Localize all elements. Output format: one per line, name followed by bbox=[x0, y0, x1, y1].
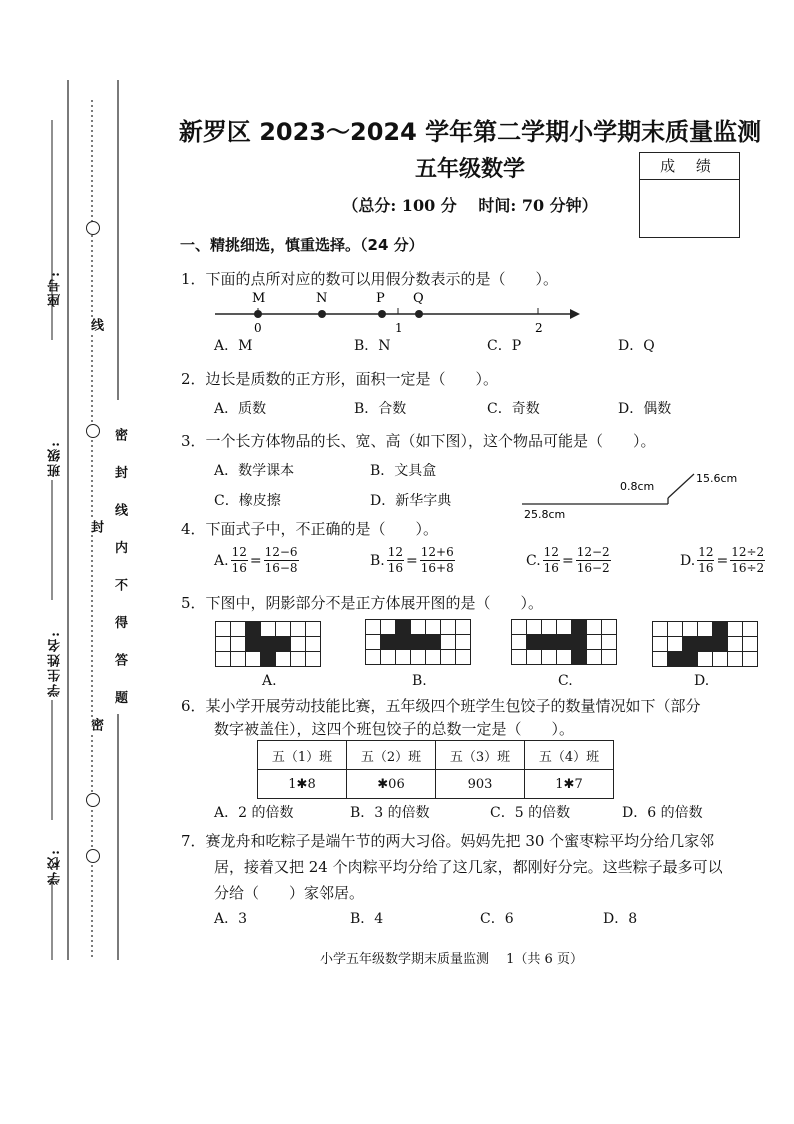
dim-length: 25.8cm bbox=[524, 508, 566, 521]
point-n: N bbox=[316, 291, 328, 306]
q1-option-a[interactable]: A．M bbox=[214, 338, 253, 354]
q6-option-c[interactable]: C．5 的倍数 bbox=[490, 805, 571, 821]
q5-label-c: C. bbox=[558, 673, 573, 689]
q4-option-a[interactable]: A. $\frac{12}{16}$ = $\frac{12-6}{16-8}$ bbox=[214, 545, 298, 575]
option-letter: A. bbox=[214, 552, 229, 569]
question-3: 3．一个长方体物品的长、宽、高（如下图），这个物品可能是（ ）。 bbox=[181, 432, 656, 450]
table-header: 五（4）班 bbox=[525, 741, 614, 770]
net-figure-c[interactable] bbox=[511, 619, 617, 665]
point-q: Q bbox=[413, 291, 424, 306]
q1-option-c[interactable]: C．P bbox=[487, 338, 522, 354]
q7-option-d[interactable]: D．8 bbox=[603, 911, 638, 927]
question-7-line2: 居，接着又把 24 个肉粽平均分给了这几家，都刚好分完。这些粽子最多可以 bbox=[214, 858, 723, 876]
q3-option-a[interactable]: A．数学课本 bbox=[214, 463, 295, 479]
question-6-line2: 数字被盖住），这四个班包饺子的总数一定是（ ）。 bbox=[214, 720, 575, 738]
fraction: $\frac{12}{16}$ bbox=[231, 545, 247, 575]
binding-hole bbox=[86, 424, 100, 438]
seal-char-mi: 密 bbox=[88, 718, 103, 733]
q6-option-a[interactable]: A．2 的倍数 bbox=[214, 805, 294, 821]
table-header: 五（1）班 bbox=[258, 741, 347, 770]
table-cell: 1✱7 bbox=[525, 770, 614, 799]
q5-label-b: B. bbox=[412, 673, 427, 689]
student-name-label: 学生姓名: bbox=[48, 630, 63, 697]
fraction: $\frac{12+6}{16+8}$ bbox=[420, 545, 454, 575]
q5-label-d: D. bbox=[694, 673, 710, 689]
exam-info: （总分: 100 分 时间: 70 分钟） bbox=[342, 196, 598, 215]
q2-option-a[interactable]: A．质数 bbox=[214, 401, 267, 417]
q6-option-b[interactable]: B．3 的倍数 bbox=[350, 805, 430, 821]
tick-1: 1 bbox=[395, 321, 403, 335]
fraction: $\frac{12-2}{16-2}$ bbox=[576, 545, 610, 575]
dim-height: 0.8cm bbox=[620, 480, 655, 493]
table-cell: 903 bbox=[436, 770, 525, 799]
q3-option-d[interactable]: D．新华字典 bbox=[370, 493, 452, 509]
q4-option-b[interactable]: B. $\frac{12}{16}$ = $\frac{12+6}{16+8}$ bbox=[370, 545, 454, 575]
tick-2: 2 bbox=[535, 321, 543, 335]
q4-option-d[interactable]: D. $\frac{12}{16}$ = $\frac{12\div 2}{16\div 2}$ bbox=[680, 545, 765, 575]
fraction: $\frac{12\div 2}{16\div 2}$ bbox=[731, 545, 765, 575]
question-5: 5．下图中，阴影部分不是正方体展开图的是（ ）。 bbox=[181, 594, 544, 612]
seat-label: 座号: bbox=[48, 270, 63, 307]
q7-option-b[interactable]: B．4 bbox=[350, 911, 384, 927]
fraction: $\frac{12}{16}$ bbox=[387, 545, 404, 575]
point-p: P bbox=[376, 291, 385, 306]
net-figure-a[interactable] bbox=[215, 621, 321, 667]
q3-option-b[interactable]: B．文具盒 bbox=[370, 463, 437, 479]
q7-option-c[interactable]: C．6 bbox=[480, 911, 514, 927]
binding-hole bbox=[86, 221, 100, 235]
q1-option-b[interactable]: B．N bbox=[354, 338, 391, 354]
binding-hole bbox=[86, 849, 100, 863]
q7-option-a[interactable]: A．3 bbox=[214, 911, 248, 927]
fraction: $\frac{12}{16}$ bbox=[698, 545, 714, 575]
fraction: $\frac{12}{16}$ bbox=[543, 545, 559, 575]
cuboid-dimension-diagram bbox=[518, 468, 768, 524]
q2-option-c[interactable]: C．奇数 bbox=[487, 401, 540, 417]
q6-option-d[interactable]: D．6 的倍数 bbox=[622, 805, 703, 821]
number-line bbox=[210, 288, 590, 338]
school-label: 学校: bbox=[48, 848, 63, 885]
option-letter: B. bbox=[370, 552, 385, 569]
score-box bbox=[639, 152, 740, 238]
question-1: 1．下面的点所对应的数可以用假分数表示的是（ ）。 bbox=[181, 270, 559, 288]
q2-option-d[interactable]: D．偶数 bbox=[618, 401, 672, 417]
question-7-line3: 分给（ ）家邻居。 bbox=[214, 884, 365, 902]
dim-width: 15.6cm bbox=[696, 472, 738, 485]
page-footer: 小学五年级数学期末质量监测 1（共 6 页） bbox=[320, 952, 583, 967]
q4-option-c[interactable]: C. $\frac{12}{16}$ = $\frac{12-2}{16-2}$ bbox=[526, 545, 610, 575]
question-7-line1: 7．赛龙舟和吃粽子是端午节的两大习俗。妈妈先把 30 个蜜枣粽平均分给几家邻 bbox=[181, 832, 715, 850]
q3-option-c[interactable]: C．橡皮擦 bbox=[214, 493, 281, 509]
seal-char-feng: 封 bbox=[88, 520, 103, 535]
page-title: 新罗区 2023～2024 学年第二学期小学期末质量监测 bbox=[178, 118, 762, 146]
tick-0: 0 bbox=[254, 321, 262, 335]
class-label: 班级: bbox=[48, 440, 63, 477]
option-letter: C. bbox=[526, 552, 541, 569]
page-subtitle: 五年级数学 bbox=[414, 157, 525, 182]
question-4: 4．下面式子中，不正确的是（ ）。 bbox=[181, 520, 439, 538]
seal-char-line: 线 bbox=[88, 318, 103, 333]
section-heading: 一、精挑细选，慎重选择。（24 分） bbox=[180, 236, 424, 254]
fraction: $\frac{12-6}{16-8}$ bbox=[264, 545, 298, 575]
q5-label-a: A. bbox=[262, 673, 277, 689]
binding-hole bbox=[86, 793, 100, 807]
question-6-line1: 6．某小学开展劳动技能比赛，五年级四个班学生包饺子的数量情况如下（部分 bbox=[181, 697, 701, 715]
net-figure-d[interactable] bbox=[652, 621, 758, 667]
table-header: 五（3）班 bbox=[436, 741, 525, 770]
net-figure-b[interactable] bbox=[365, 619, 471, 665]
score-label: 成 绩 bbox=[640, 153, 739, 180]
point-m: M bbox=[252, 291, 266, 306]
option-letter: D. bbox=[680, 552, 696, 569]
question-2: 2．边长是质数的正方形，面积一定是（ ）。 bbox=[181, 370, 499, 388]
table-header: 五（2）班 bbox=[347, 741, 436, 770]
seal-notice: 密 封 线 内 不 得 答 题 bbox=[112, 428, 127, 714]
dumpling-table bbox=[257, 740, 614, 799]
q1-option-d[interactable]: D．Q bbox=[618, 338, 655, 354]
table-cell: ✱06 bbox=[347, 770, 436, 799]
q2-option-b[interactable]: B．合数 bbox=[354, 401, 407, 417]
table-cell: 1✱8 bbox=[258, 770, 347, 799]
